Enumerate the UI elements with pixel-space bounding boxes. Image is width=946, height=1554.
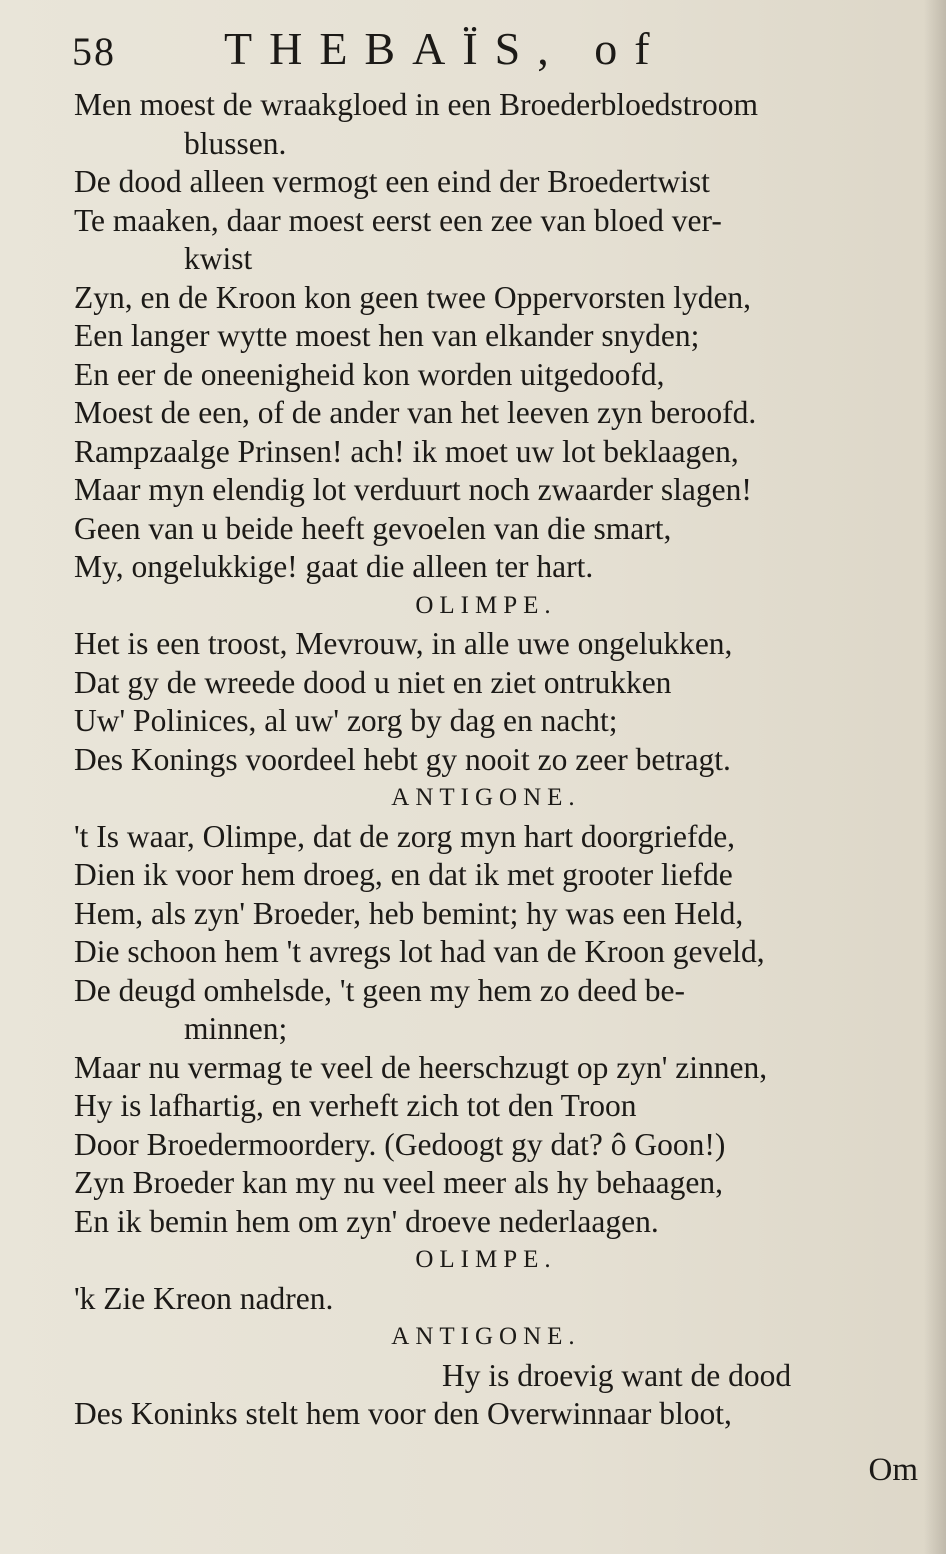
verse-line: De deugd omhelsde, 't geen my hem zo deed be- [74,972,685,1008]
verse-line: Dien ik voor hem droeg, en dat ik met grooter liefde [74,857,733,892]
speaker-name: OLIMPE. [415,591,557,619]
verse-line: Men moest de wraakgloed in een Broederbloedstroom [74,87,759,122]
verse-line: Hy is lafhartig, en verheft zich tot den Troon [74,1088,637,1123]
verse-line: Hem, als zyn' Broeder, heb bemint; hy was een Held, [74,895,744,931]
verse-line: Zyn, en de Kroon kon geen twee Oppervorsten lyden, [74,279,752,315]
page-number: 58 [72,29,116,74]
verse-line: Des Konings voordeel hebt gy nooit zo zeer betragt. [74,741,731,777]
speaker-name: OLIMPE. [415,1246,557,1273]
speaker-name: ANTIGONE. [391,784,581,811]
verse-continuation: kwist [184,241,253,276]
verse-line: 'k Zie Kreon nadren. [74,1280,334,1316]
verse-line: Zyn Broeder kan my nu veel meer als hy behaagen, [74,1165,724,1200]
page-header [72,22,872,82]
speaker-name: ANTIGONE. [391,1323,581,1350]
verse-line: Door Broedermoordery. (Gedoogt gy dat? ô Goon!) [74,1126,726,1162]
verse-line: Maar myn elendig lot verduurt noch zwaarder slagen! [74,472,752,507]
verse-line: Die schoon hem 't avregs lot had van de Kroon geveld, [74,934,765,969]
verse-continuation: minnen; [184,1011,288,1046]
verse-line: My, ongelukkige! gaat die alleen ter hart. [74,549,594,584]
page-edge-shadow [924,0,946,1554]
verse-line: Het is een troost, Mevrouw, in alle uwe ongelukken, [74,626,733,661]
verse-line: Een langer wytte moest hen van elkander snyden; [74,318,700,353]
running-title: THEBAÏS, of [224,23,667,74]
verse-line: En eer de oneenigheid kon worden uitgedoofd, [74,356,665,392]
verse-line: Rampzaalge Prinsen! ach! ik moet uw lot beklaagen, [74,433,739,469]
verse-line: Dat gy de wreede dood u niet en ziet ontrukken [74,664,672,700]
verse-line: En ik bemin hem om zyn' droeve nederlaagen. [74,1203,659,1239]
verse-line: 't Is waar, Olimpe, dat de zorg myn hart doorgriefde, [74,818,736,854]
play-text [74,86,924,1434]
catchword: Om [868,1452,918,1488]
verse-line: Te maaken, daar moest eerst een zee van bloed ver- [74,202,722,238]
verse-line: De dood alleen vermogt een eind der Broedertwist [74,164,710,199]
verse-line: Maar nu vermag te veel de heerschzugt op zyn' zinnen, [74,1049,768,1085]
verse-half-line: Hy is droevig want de dood [442,1357,792,1393]
verse-line: Uw' Polinices, al uw' zorg by dag en nacht; [74,703,618,738]
verse-line: Des Koninks stelt hem voor den Overwinnaar bloot, [74,1396,732,1431]
verse-line: Moest de een, of de ander van het leeven zyn beroofd. [74,395,757,430]
verse-continuation: blussen. [184,125,287,161]
verse-line: Geen van u beide heeft gevoelen van die smart, [74,510,672,546]
